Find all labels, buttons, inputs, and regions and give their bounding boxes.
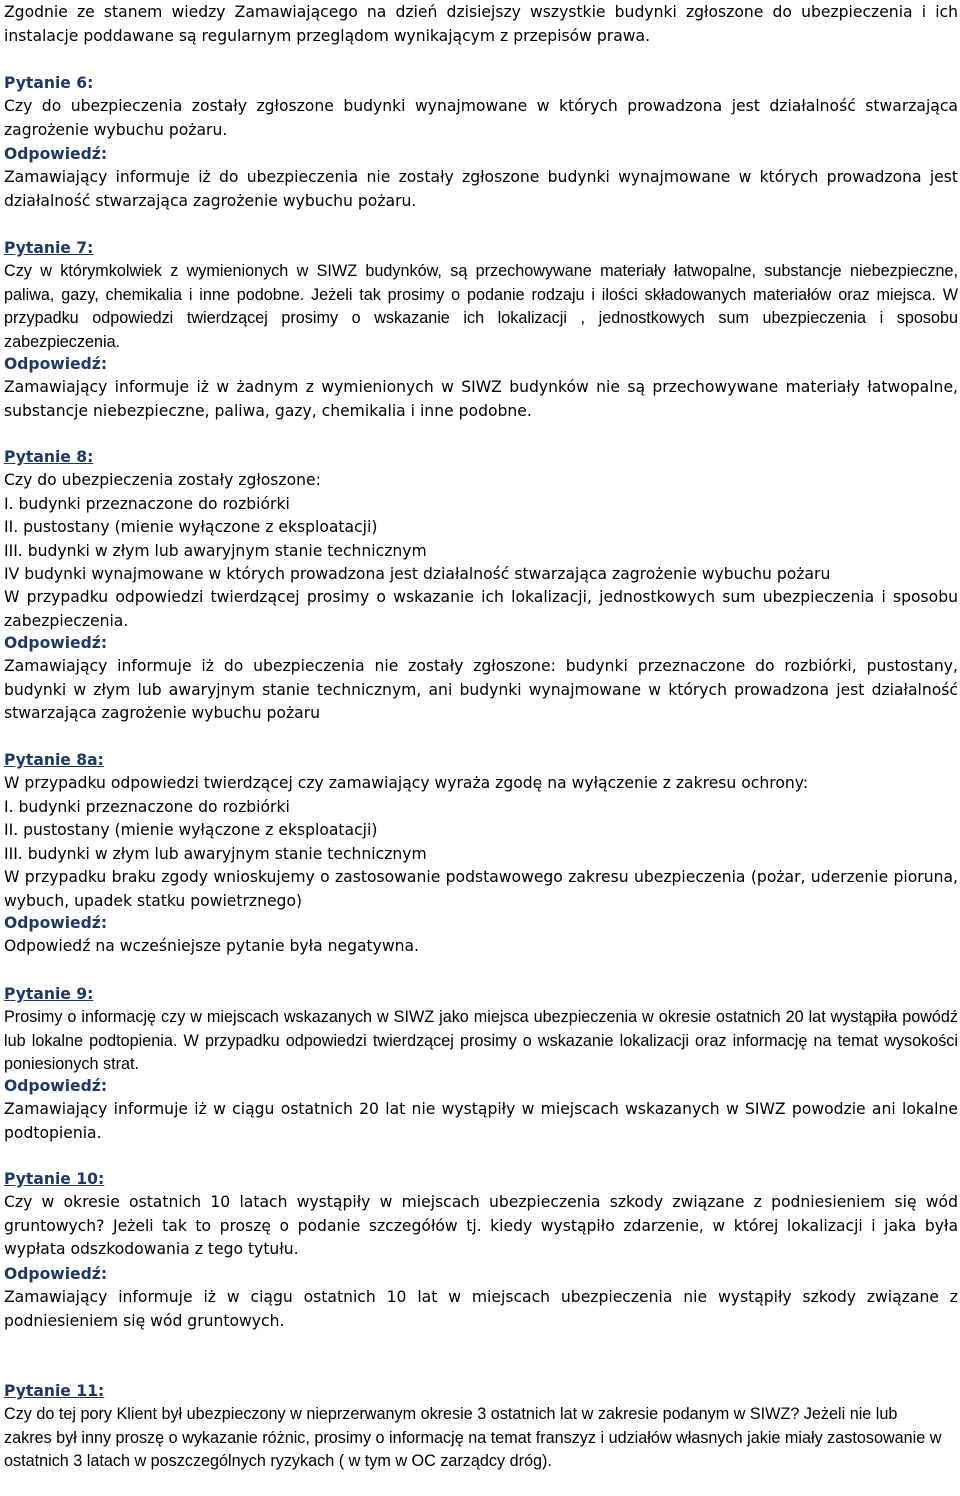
question-7-title: Pytanie 7: [4,239,94,257]
question-8a-answer: Odpowiedź na wcześniejsze pytanie była negatywna. [4,937,420,955]
question-9-part-a: Prosimy o informację czy w miejscach wskazanych w SIWZ jako miejsca ubezpieczenia w okresie ostatnich 20 lat wystąpiła powódź lub lokalne podtopienia. [4,1008,958,1050]
question-8-answer: Zamawiający informuje iż do ubezpieczenia nie zostały zgłoszone: budynki przeznaczone do rozbiórki, pustostany, budynki w złym lub awaryjnym stanie technicznym, ani budynki wynajmowane w których prowadzona jest działalność stwarzająca zagrożenie wybuchu pożaru [4,657,958,722]
question-10-text: Czy w okresie ostatnich 10 latach wystąpiły w miejscach ubezpieczenia szkody związane z podniesieniem się wód gruntowych? Jeżeli tak to proszę o podanie szczegółów tj. kiedy wystąpiło zdarzenie, w której lokalizacji i jaka była wypłata odszkodowania z tego tytułu. [4,1193,958,1258]
question-8-answer-label: Odpowiedź: [4,634,108,652]
question-7-answer-label: Odpowiedź: [4,355,108,373]
question-8-title: Pytanie 8: [4,448,94,466]
question-8-item-4: IV budynki wynajmowane w których prowadzona jest działalność stwarzająca zagrożenie wybuchu pożaru [4,565,831,583]
question-8-item-3: III. budynki w złym lub awaryjnym stanie technicznym [4,541,427,560]
question-8a-intro: W przypadku odpowiedzi twierdzącej czy zamawiający wyraża zgodę na wyłączenie z zakresu ochrony: [4,774,809,792]
question-8a-answer-label: Odpowiedź: [4,914,108,932]
question-10-answer-label: Odpowiedź: [4,1265,108,1283]
question-9-answer: Zamawiający informuje iż w ciągu ostatnich 20 lat nie wystąpiły w miejscach wskazanych w SIWZ powodzie ani lokalne podtopienia. [4,1100,958,1142]
question-8a-item-1: I. budynki przeznaczone do rozbiórki [4,797,290,816]
question-10-answer: Zamawiający informuje iż w ciągu ostatnich 10 lat w miejscach ubezpieczenia nie wystąpiły szkody związane z podniesieniem się wód gruntowych. [4,1288,958,1330]
question-10-title: Pytanie 10: [4,1170,105,1188]
intro-paragraph: Zgodnie ze stanem wiedzy Zamawiającego na dzień dzisiejszy wszystkie budynki zgłoszone do ubezpieczenia i ich instalacje poddawane są regularnym przeglądom wynikającym z przepisów prawa. [4,3,958,45]
question-8-list [4,469,958,587]
question-11-text: Czy do tej pory Klient był ubezpieczony w nieprzerwanym okresie 3 ostatnich lat w zakresie podanym w SIWZ? Jeżeli nie lub zakres był inny proszę o wykazanie różnic, prosimy o informację na temat franszyz i udziałów własnych jakie miały zastosowanie w ostatnich 3 latach w poszczególnych ryzykach ( w tym w OC zarządcy dróg). [4,1405,942,1470]
question-8-item-1: I. budynki przeznaczone do rozbiórki [4,494,290,513]
question-7-part-c: W przypadku odpowiedzi twierdzącej prosimy o wskazanie ich lokalizacji , jednostkowych sum ubezpieczenia i sposobu zabezpieczenia. [4,285,959,351]
question-7-part-a: Czy w którymkolwiek z wymienionych w SIWZ budynków, są przechowywane materiały łatwopalne, substancje niebezpieczne, paliwa, gazy, chemikalia i inne podobne. [4,262,958,304]
question-6-answer-label: Odpowiedź: [4,145,108,163]
question-11-title: Pytanie 11: [4,1382,105,1400]
question-7-answer: Zamawiający informuje iż w żadnym z wymienionych w SIWZ budynków nie są przechowywane materiały łatwopalne, substancje niebezpieczne, paliwa, gazy, chemikalia i inne podobne. [4,378,958,420]
question-9-title: Pytanie 9: [4,985,94,1003]
question-7-part-b: Jeżeli tak prosimy o podanie rodzaju i ilości składowanych materiałów oraz miejsca. [311,285,936,304]
question-8-item-2: II. pustostany (mienie wyłączone z eksploatacji) [4,518,378,536]
question-9-part-b: W przypadku odpowiedzi twierdzącej prosimy o wskazanie lokalizacji oraz informację na temat wysokości poniesionych strat. [4,1031,959,1073]
question-6-text: Czy do ubezpieczenia zostały zgłoszone budynki wynajmowane w których prowadzona jest działalność stwarzająca zagrożenie wybuchu pożaru. [4,97,958,139]
question-8a-title: Pytanie 8a: [4,751,104,769]
question-6-title: Pytanie 6: [4,74,94,92]
question-8a-item-3: III. budynki w złym lub awaryjnym stanie technicznym [4,844,427,863]
question-8-tail: W przypadku odpowiedzi twierdzącej prosimy o wskazanie ich lokalizacji, jednostkowych sum ubezpieczenia i sposobu zabezpieczenia. [4,588,958,630]
question-8a-tail: W przypadku braku zgody wnioskujemy o zastosowanie podstawowego zakresu ubezpieczenia (pożar, uderzenie pioruna, wybuch, upadek statku powietrznego) [4,868,958,910]
question-9-answer-label: Odpowiedź: [4,1077,108,1095]
question-8-intro: Czy do ubezpieczenia zostały zgłoszone: [4,471,321,489]
question-9-text [4,1006,958,1077]
question-8a-list [4,772,958,866]
question-6-answer: Zamawiający informuje iż do ubezpieczenia nie zostały zgłoszone budynki wynajmowane w których prowadzona jest działalność stwarzająca zagrożenie wybuchu pożaru. [4,168,958,210]
question-7-text [4,260,958,354]
question-8a-item-2: II. pustostany (mienie wyłączone z eksploatacji) [4,821,378,839]
